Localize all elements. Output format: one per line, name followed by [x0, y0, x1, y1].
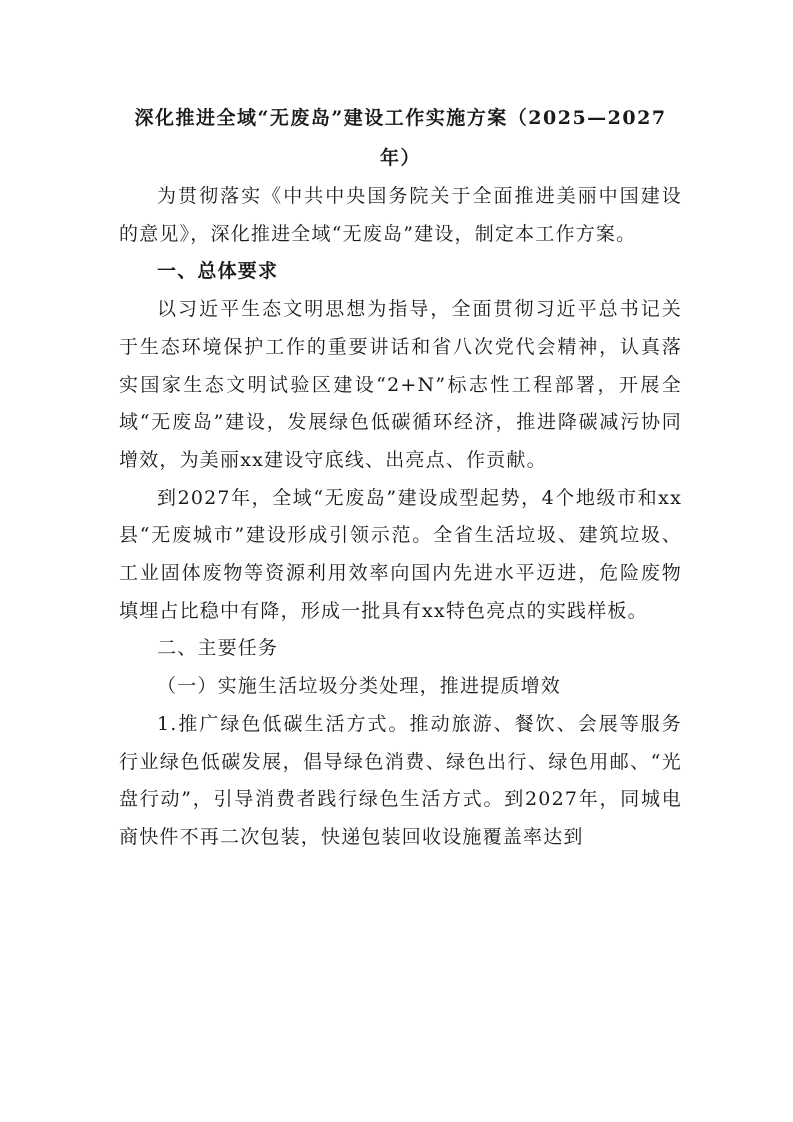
targets-paragraph: 到2027年，全域“无废岛”建设成型起势，4个地级市和xx县“无废城市”建设形成引领示范。全省生活垃圾、建筑垃圾、工业固体废物等资源利用效率向国内先进水平迈进，危险废物填埋占比稳中有降，形成一批具有xx特色亮点的实践样板。 — [119, 486, 682, 622]
general-requirements-paragraph: 以习近平生态文明思想为指导，全面贯彻习近平总书记关于生态环境保护工作的重要讲话和省八次党代会精神，认真落实国家生态文明试验区建设“2+N”标志性工程部署，开展全域“无废岛”建设，发展绿色低碳循环经济，推进降碳减污协同增效，为美丽xx建设守底线、出亮点、作贡献。 — [119, 298, 682, 471]
intro-paragraph: 为贯彻落实《中共中央国务院关于全面推进美丽中国建设的意见》，深化推进全域“无废岛”建设，制定本工作方案。 — [119, 185, 682, 245]
document-body — [119, 98, 682, 857]
subsection-heading-waste-sorting: （一）实施生活垃圾分类处理，推进提质增效 — [157, 675, 562, 698]
section-heading-main-tasks: 二、主要任务 — [157, 637, 279, 660]
document-title: 深化推进全域“无废岛”建设工作实施方案（2025—2027年） — [134, 107, 667, 169]
task-item-paragraph: 1.推广绿色低碳生活方式。推动旅游、餐饮、会展等服务行业绿色低碳发展，倡导绿色消费、绿色出行、绿色用邮、“光盘行动”，引导消费者践行绿色生活方式。到2027年，同城电商快件不再二次包装，快递包装回收设施覆盖率达到 — [119, 712, 682, 848]
section-heading-general-requirements: 一、总体要求 — [157, 260, 279, 283]
